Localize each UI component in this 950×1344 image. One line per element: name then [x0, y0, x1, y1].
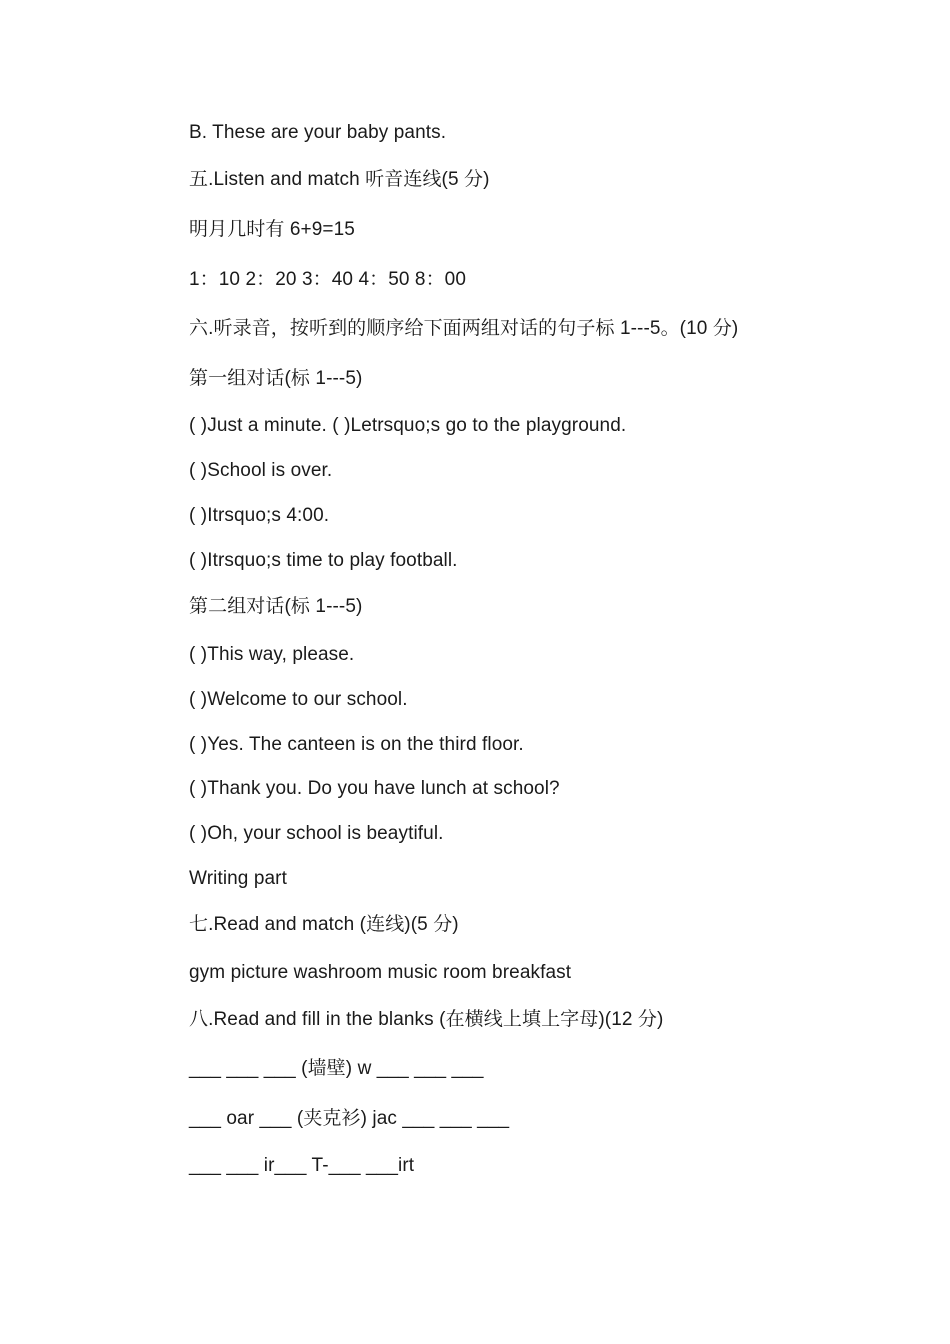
text-line: 1：10 2：20 3：40 4：50 8：00 [189, 269, 467, 290]
text-line: ( )Oh, your school is beaytiful. [189, 823, 444, 844]
section-heading: 八.Read and fill in the blanks (在横线上填上字母)(12 分) [189, 1009, 664, 1030]
fill-blank-line: ___ oar ___ (夹克衫) jac ___ ___ ___ [189, 1108, 510, 1129]
text-line: B. These are your baby pants. [189, 122, 447, 143]
text-line: ( )Itrsquo;s 4:00. [189, 505, 330, 526]
sub-heading: 第二组对话(标 1---5) [189, 596, 363, 617]
text-line: ( )School is over. [189, 460, 333, 481]
text-line: ( )This way, please. [189, 644, 355, 665]
text-line: ( )Itrsquo;s time to play football. [189, 550, 458, 571]
text-line: ( )Welcome to our school. [189, 689, 408, 710]
text-line: ( )Just a minute. ( )Letrsquo;s go to the playground. [189, 415, 627, 436]
sub-heading: 第一组对话(标 1---5) [189, 368, 363, 389]
text-line: ( )Yes. The canteen is on the third floor. [189, 734, 524, 755]
fill-blank-line: ___ ___ ___ (墙壁) w ___ ___ ___ [189, 1058, 484, 1079]
text-line: 明月几时有 6+9=15 [189, 219, 355, 240]
fill-blank-line: ___ ___ ir___ T-___ ___irt [189, 1155, 415, 1176]
text-line: ( )Thank you. Do you have lunch at school? [189, 778, 560, 799]
section-heading: Writing part [189, 868, 287, 889]
section-heading: 六.听录音，按听到的顺序给下面两组对话的句子标 1---5。(10 分) [189, 318, 739, 339]
text-line: gym picture washroom music room breakfast [189, 962, 572, 983]
section-heading: 七.Read and match (连线)(5 分) [189, 914, 459, 935]
section-heading: 五.Listen and match 听音连线(5 分) [189, 169, 490, 190]
